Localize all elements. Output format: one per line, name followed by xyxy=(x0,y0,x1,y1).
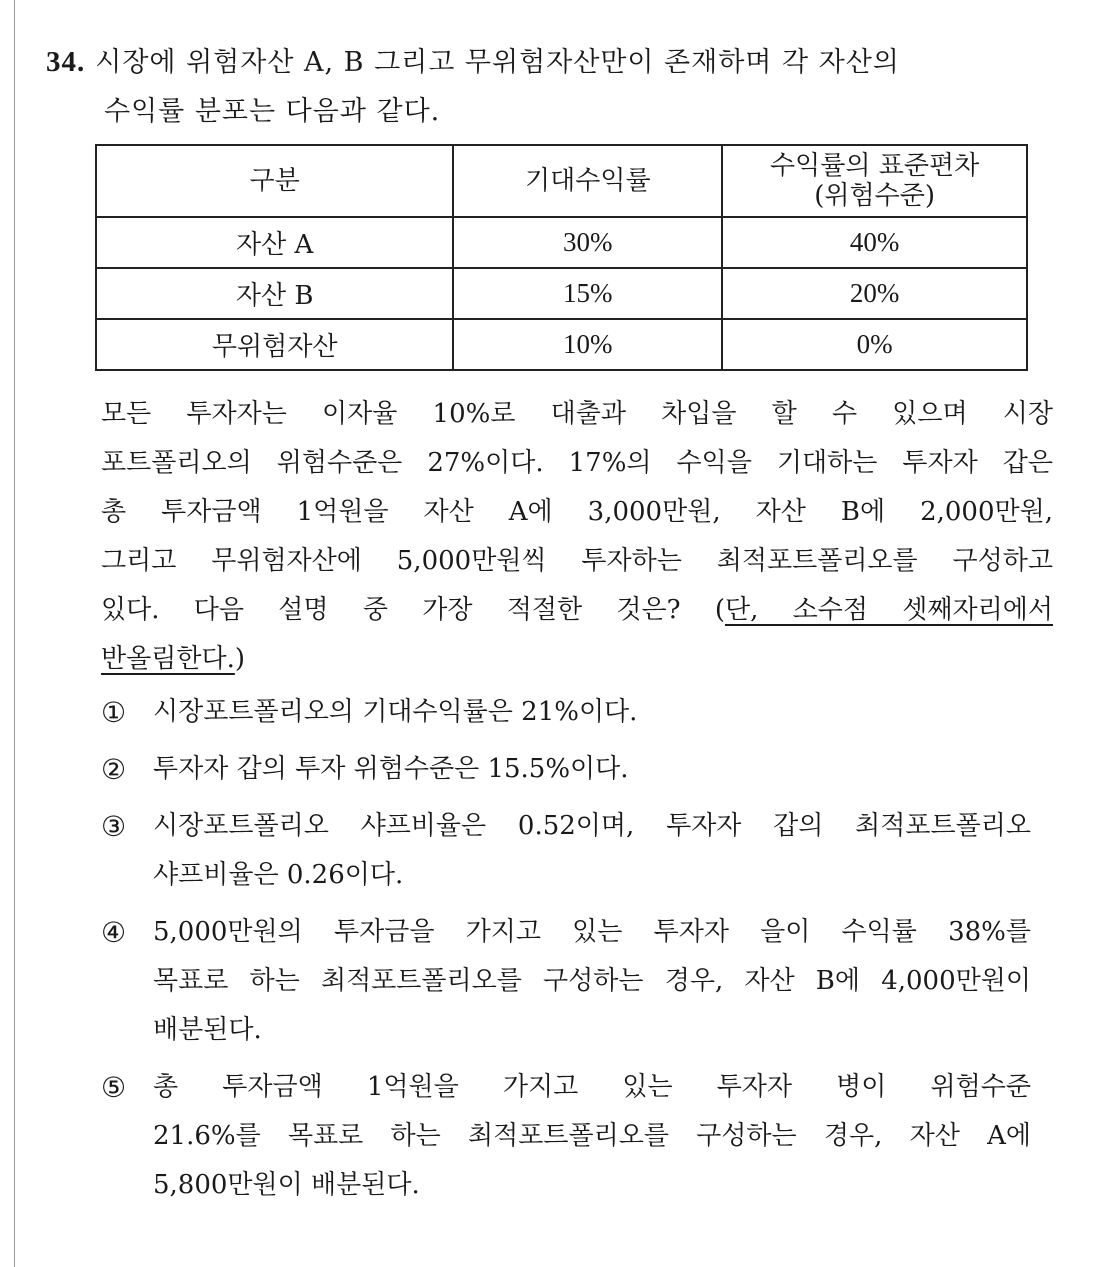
paragraph-question-text: 있다. 다음 설명 중 가장 적절한 것은? ( xyxy=(101,595,725,625)
option-text: 샤프비율은 0.26이다. xyxy=(153,860,404,890)
cell-std-dev: 20% xyxy=(722,268,1027,319)
question-stem xyxy=(46,38,1056,136)
rounding-note-end: 반올림한다. xyxy=(101,644,235,674)
question-text-2: 수익률 분포는 다음과 같다. xyxy=(104,96,441,127)
paragraph-line: 총 투자금액 1억원을 자산 A에 3,000만원, 자산 B에 2,000만원, xyxy=(101,497,1053,527)
option-3[interactable] xyxy=(101,802,1031,900)
paragraph-line: 모든 투자자는 이자율 10%로 대출과 차입을 할 수 있으며 시장 xyxy=(101,399,1053,429)
option-text: 5,800만원이 배분된다. xyxy=(153,1170,420,1200)
option-text: 21.6%를 목표로 하는 최적포트폴리오를 구성하는 경우, 자산 A에 xyxy=(153,1121,1031,1151)
option-4[interactable] xyxy=(101,908,1031,1055)
cell-asset-name: 무위험자산 xyxy=(96,319,453,370)
paragraph-line: 그리고 무위험자산에 5,000만원씩 투자하는 최적포트폴리오를 구성하고 xyxy=(101,546,1053,576)
paragraph-line: 포트폴리오의 위험수준은 27%이다. 17%의 수익을 기대하는 투자자 갑은 xyxy=(101,448,1053,478)
table-row xyxy=(96,268,1027,319)
cell-asset-name: 자산 A xyxy=(96,217,453,268)
option-marker: ⑤ xyxy=(101,1071,127,1104)
option-text: 시장포트폴리오의 기대수익률은 21%이다. xyxy=(153,697,638,727)
option-marker: ④ xyxy=(101,916,127,949)
table-row xyxy=(96,217,1027,268)
table-header-row xyxy=(96,145,1027,217)
question-text-1: 시장에 위험자산 A, B 그리고 무위험자산만이 존재하며 각 자산의 xyxy=(95,47,900,78)
paragraph-line xyxy=(101,586,1053,635)
header-std-dev xyxy=(722,145,1027,217)
cell-std-dev: 0% xyxy=(722,319,1027,370)
paragraph-line xyxy=(101,635,1053,684)
option-marker: ② xyxy=(101,753,127,786)
header-expected-return: 기대수익률 xyxy=(453,145,722,217)
cell-expected-return: 30% xyxy=(453,217,722,268)
left-margin-rule xyxy=(14,0,15,1267)
option-text: 총 투자금액 1억원을 가지고 있는 투자자 병이 위험수준 xyxy=(153,1072,1031,1102)
question-number: 34. xyxy=(46,46,86,78)
cell-expected-return: 15% xyxy=(453,268,722,319)
cell-std-dev: 40% xyxy=(722,217,1027,268)
header-std-dev-line1: 수익률의 표준편차 xyxy=(770,151,980,181)
problem-paragraph xyxy=(101,390,1053,684)
rounding-note: 단, 소수점 셋째자리에서 xyxy=(724,595,1053,625)
paragraph-close: ) xyxy=(234,644,246,674)
option-5[interactable] xyxy=(101,1063,1031,1210)
option-marker: ③ xyxy=(101,810,127,843)
option-text: 목표로 하는 최적포트폴리오를 구성하는 경우, 자산 B에 4,000만원이 xyxy=(153,966,1031,996)
option-text: 시장포트폴리오 샤프비율은 0.52이며, 투자자 갑의 최적포트폴리오 xyxy=(153,811,1031,841)
answer-options xyxy=(101,688,1031,1218)
option-text: 배분된다. xyxy=(153,1015,262,1045)
option-text: 투자자 갑의 투자 위험수준은 15.5%이다. xyxy=(153,754,629,784)
option-1[interactable] xyxy=(101,688,1031,737)
cell-expected-return: 10% xyxy=(453,319,722,370)
option-2[interactable] xyxy=(101,745,1031,794)
option-marker: ① xyxy=(101,696,127,729)
header-std-dev-line2: (위험수준) xyxy=(814,181,935,211)
cell-asset-name: 자산 B xyxy=(96,268,453,319)
header-category: 구분 xyxy=(96,145,453,217)
return-distribution-table xyxy=(95,144,1028,371)
option-text: 5,000만원의 투자금을 가지고 있는 투자자 을이 수익률 38%를 xyxy=(153,917,1031,947)
question-line-1 xyxy=(46,38,1056,87)
table-row xyxy=(96,319,1027,370)
